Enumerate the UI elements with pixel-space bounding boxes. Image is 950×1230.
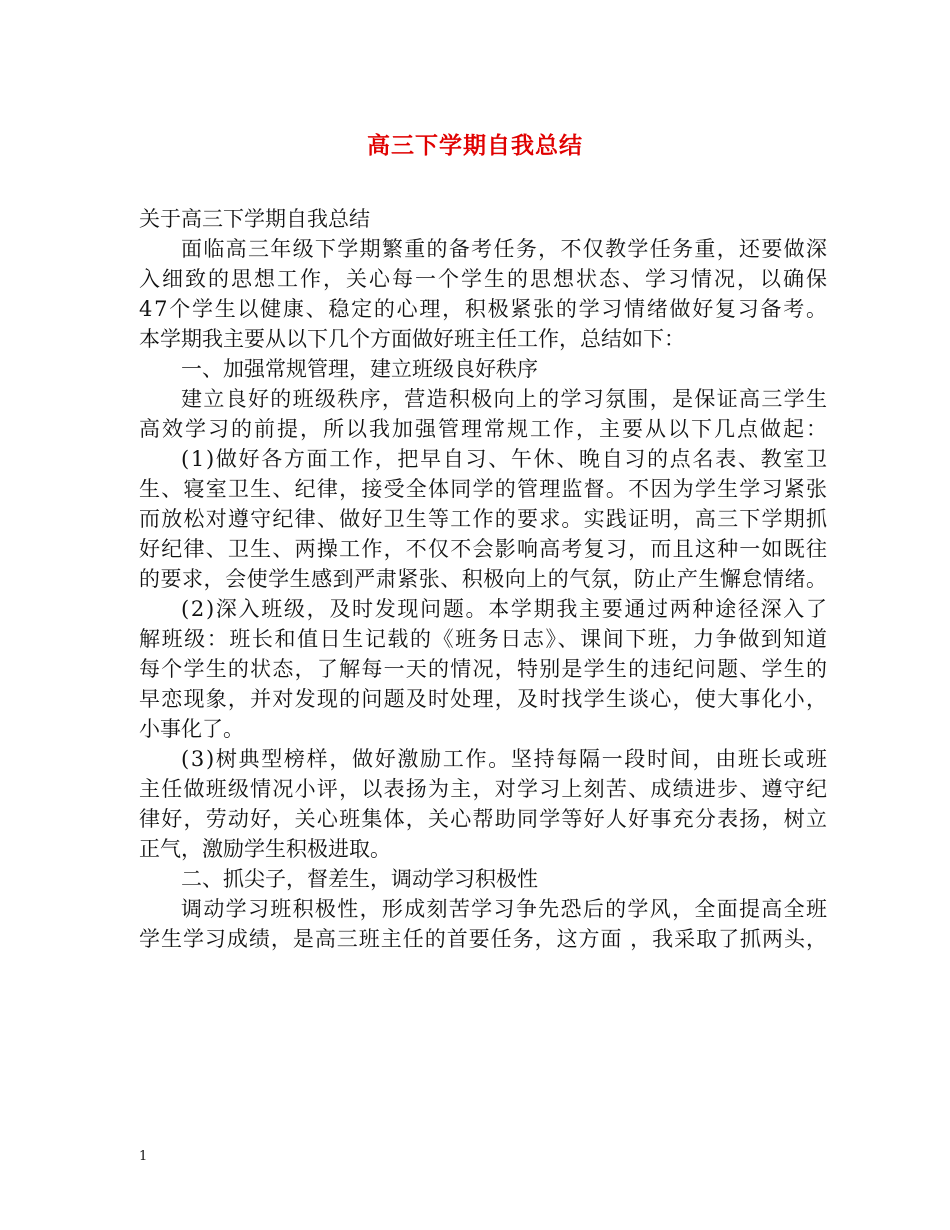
text-line: (1)做好各方面工作，把早自习、午休、晚自习的点名表、教室卫: [181, 447, 829, 471]
text-line: 律好，劳动好，关心班集体，关心帮助同学等好人好事充分表扬，树立: [139, 807, 829, 831]
page-number: 1: [139, 1149, 148, 1164]
text-line: 学生学习成绩，是高三班主任的首要任务，这方面 ，我采取了抓两头，: [139, 927, 828, 951]
text-line: 面临高三年级下学期繁重的备考任务，不仅教学任务重，还要做深: [181, 237, 829, 261]
text-line: 二、抓尖子，督差生，调动学习积极性: [181, 867, 538, 891]
text-line: 入细致的思想工作，关心每一个学生的思想状态、学习情况，以确保: [139, 267, 829, 291]
text-line: 的要求，会使学生感到严肃紧张、积极向上的气氛，防止产生懈怠情绪。: [139, 567, 828, 591]
text-line: 调动学习班积极性，形成刻苦学习争先恐后的学风，全面提高全班: [181, 897, 829, 921]
text-line: 每个学生的状态，了解每一天的情况，特别是学生的违纪问题、学生的: [139, 657, 829, 681]
text-line: 一、加强常规管理，建立班级良好秩序: [181, 357, 538, 381]
document-title: 高三下学期自我总结: [367, 132, 583, 159]
text-line: 关于高三下学期自我总结: [139, 207, 370, 231]
text-line: 生、寝室卫生、纪律，接受全体同学的管理监督。不因为学生学习紧张: [139, 477, 829, 501]
text-line: (3)树典型榜样，做好激励工作。坚持每隔一段时间，由班长或班: [181, 747, 829, 771]
text-line: 早恋现象，并对发现的问题及时处理，及时找学生谈心，使大事化小，: [139, 687, 829, 711]
text-line: 本学期我主要从以下几个方面做好班主任工作，总结如下：: [139, 327, 685, 351]
text-line: 主任做班级情况小评，以表扬为主，对学习上刻苦、成绩进步、遵守纪: [139, 777, 829, 801]
text-line: 而放松对遵守纪律、做好卫生等工作的要求。实践证明，高三下学期抓: [139, 507, 829, 531]
text-line: 建立良好的班级秩序，营造积极向上的学习氛围，是保证高三学生: [181, 387, 829, 411]
text-line: 正气，激励学生积极进取。: [139, 837, 391, 861]
document-body: [139, 204, 827, 954]
text-line: 解班级：班长和值日生记载的《班务日志》、课间下班，力争做到知道: [139, 627, 829, 651]
text-line: 47个学生以健康、稳定的心理，积极紧张的学习情绪做好复习备考。: [139, 297, 829, 321]
text-line: 好纪律、卫生、两操工作，不仅不会影响高考复习，而且这种一如既往: [139, 537, 829, 561]
text-line: 高效学习的前提，所以我加强管理常规工作，主要从以下几点做起：: [139, 417, 829, 441]
text-line: 小事化了。: [139, 717, 244, 741]
text-line: (2)深入班级，及时发现问题。本学期我主要通过两种途径深入了: [181, 597, 829, 621]
